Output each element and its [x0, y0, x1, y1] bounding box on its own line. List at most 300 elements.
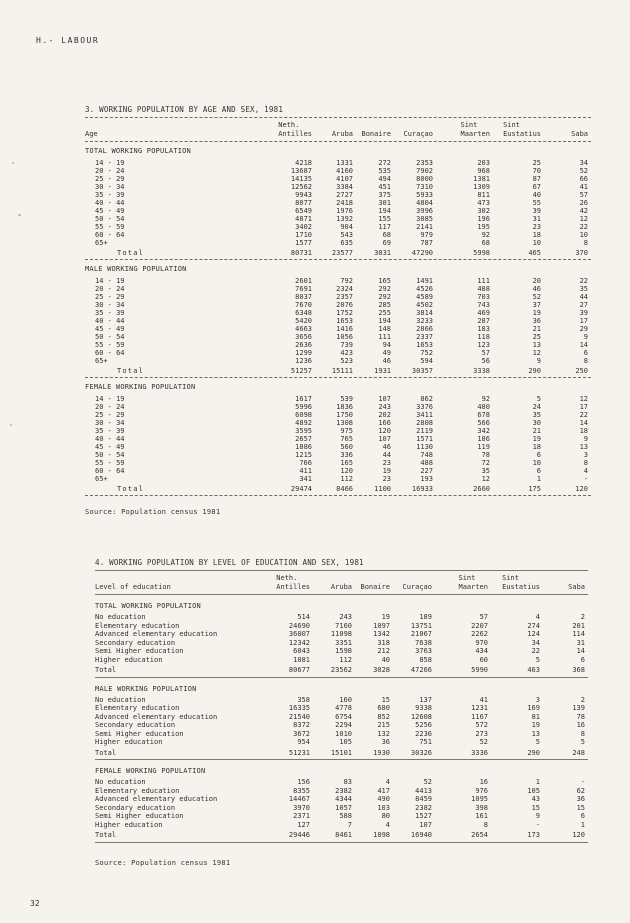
cell-value: 572: [475, 721, 488, 729]
cell-value: 4892: [295, 419, 312, 427]
cell-value: 535: [378, 167, 391, 175]
total-row: [95, 749, 588, 758]
cell-value: 195: [477, 223, 490, 231]
table-row: [95, 821, 588, 830]
table-row: [85, 435, 591, 443]
row-label: 45 - 49: [95, 207, 125, 215]
row-label: Advanced elementary education: [95, 712, 218, 721]
cell-value: 336: [340, 451, 353, 459]
cell-value: 69: [382, 239, 391, 247]
cell-value: 165: [340, 459, 353, 467]
header-text: [460, 121, 490, 139]
table-row: [85, 159, 591, 167]
column-header: [390, 573, 432, 592]
cell-value: 2294: [335, 721, 352, 729]
cell-value: 22: [579, 411, 588, 419]
cell-value: 36: [381, 738, 390, 746]
cell-value: 3814: [416, 309, 433, 317]
cell-value: 23: [532, 223, 541, 231]
cell-value: 8: [580, 729, 585, 738]
cell-value: 194: [378, 317, 391, 325]
cell-value: 8: [583, 459, 588, 467]
cell-value: 66: [579, 175, 588, 183]
cell-value: 52: [479, 738, 488, 746]
cell-value: 680: [377, 704, 390, 712]
row-label: 35 - 39: [95, 427, 125, 435]
cell-value: 203: [477, 159, 490, 167]
table-row: [85, 277, 591, 285]
cell-value: 1097: [373, 621, 390, 630]
total-value: 368: [572, 666, 585, 674]
cell-value: 14467: [288, 795, 310, 803]
cell-value: 748: [420, 451, 433, 459]
cell-value: 13: [579, 443, 588, 451]
cell-value: 18: [532, 231, 541, 239]
total-value: 175: [528, 485, 541, 493]
cell-value: 5: [536, 395, 541, 403]
header-line: [403, 121, 433, 130]
cell-value: 469: [477, 309, 490, 317]
cell-value: 8: [583, 239, 588, 247]
cell-value: 78: [481, 451, 490, 459]
cell-value: 52: [532, 293, 541, 301]
row-label: 20 - 24: [95, 167, 125, 175]
cell-value: 13: [532, 341, 541, 349]
cell-value: 9: [536, 357, 541, 365]
cell-value: 1309: [473, 183, 490, 191]
divider-rule: [95, 677, 588, 678]
header-line: Sint: [503, 121, 520, 129]
cell-value: 858: [419, 655, 432, 664]
cell-value: 975: [340, 427, 353, 435]
cell-value: 3672: [293, 729, 310, 738]
header-line: [571, 121, 588, 130]
row-label: 45 - 49: [95, 325, 125, 333]
header-text: [458, 574, 488, 592]
cell-value: 4: [583, 467, 588, 475]
table-section: [95, 685, 588, 761]
header-text: [278, 121, 312, 139]
cell-value: 1392: [336, 215, 353, 223]
table-row: [85, 411, 591, 419]
cell-value: 6: [583, 349, 588, 357]
cell-value: -: [535, 820, 540, 829]
header-line: Curaçao: [402, 583, 432, 591]
header-line: Eustatius: [503, 130, 541, 138]
cell-value: 3970: [293, 803, 310, 812]
divider-rule: [95, 842, 588, 843]
cell-value: 979: [420, 231, 433, 239]
total-value: 2660: [473, 485, 490, 493]
cell-value: 4589: [416, 293, 433, 301]
total-value: 29474: [290, 485, 312, 493]
header-line: Antilles: [278, 130, 312, 138]
row-label: Higher education: [95, 655, 163, 664]
cell-value: 341: [299, 475, 312, 483]
table-title: 3. WORKING POPULATION BY AGE AND SEX, 1981: [85, 105, 284, 114]
cell-value: 44: [579, 293, 588, 301]
table-row: [85, 451, 591, 459]
row-label-column-header: [85, 120, 225, 139]
cell-value: 15: [576, 803, 585, 812]
cell-value: 4: [385, 778, 390, 786]
total-value: 3338: [473, 367, 490, 375]
table-row: [85, 199, 591, 207]
cell-value: 13751: [410, 621, 432, 630]
cell-value: 1381: [473, 175, 490, 183]
cell-value: 2: [580, 695, 585, 704]
table-row: [85, 183, 591, 191]
cell-value: 52: [423, 778, 432, 786]
section-heading: FEMALE WORKING POPULATION: [85, 383, 196, 391]
table-row: [85, 357, 591, 365]
cell-value: 1750: [336, 411, 353, 419]
cell-value: 1342: [373, 630, 390, 638]
table-column-headers: [95, 573, 588, 592]
table-section: [85, 265, 591, 378]
divider-rule: [85, 141, 591, 142]
table-row: [95, 713, 588, 722]
cell-value: 87: [532, 175, 541, 183]
cell-value: 490: [377, 795, 390, 803]
row-label: 30 - 34: [95, 301, 125, 309]
row-label: 25 - 29: [95, 175, 125, 183]
cell-value: 215: [377, 721, 390, 729]
total-row: [95, 666, 588, 675]
cell-value: 1710: [295, 231, 312, 239]
cell-value: 20: [532, 277, 541, 285]
cell-value: 302: [477, 207, 490, 215]
cell-value: 46: [382, 357, 391, 365]
cell-value: 57: [479, 613, 488, 621]
table-row: [95, 647, 588, 656]
cell-value: 19: [531, 721, 540, 729]
cell-value: 787: [420, 239, 433, 247]
cell-value: 7691: [295, 285, 312, 293]
cell-value: 12: [532, 349, 541, 357]
cell-value: 161: [475, 812, 488, 820]
cell-value: 4107: [336, 175, 353, 183]
row-label: Advanced elementary education: [95, 795, 218, 803]
column-header: [432, 573, 488, 592]
cell-value: 31: [576, 638, 585, 647]
section-heading: TOTAL WORKING POPULATION: [85, 147, 191, 155]
cell-value: 1056: [336, 333, 353, 341]
table-row: [95, 656, 588, 665]
table-row: [85, 285, 591, 293]
row-label: 40 - 44: [95, 435, 125, 443]
cell-value: 3411: [416, 411, 433, 419]
table-row: [85, 231, 591, 239]
cell-value: 8: [483, 820, 488, 829]
table-row: [85, 459, 591, 467]
cell-value: 31: [532, 215, 541, 223]
row-label: 35 - 39: [95, 191, 125, 199]
scan-speck: [18, 214, 21, 216]
row-label: 50 - 54: [95, 215, 125, 223]
total-value: 1931: [374, 367, 391, 375]
cell-value: 5: [535, 655, 540, 664]
table-row: [85, 403, 591, 411]
cell-value: 12342: [288, 638, 310, 647]
row-label: Elementary education: [95, 621, 180, 630]
total-value: 16940: [410, 831, 432, 839]
cell-value: 8037: [295, 293, 312, 301]
cell-value: 1836: [336, 403, 353, 411]
cell-value: 423: [340, 349, 353, 357]
total-value: 290: [527, 748, 540, 757]
cell-value: 94: [382, 341, 391, 349]
cell-value: 1167: [471, 712, 488, 721]
cell-value: 6098: [295, 411, 312, 419]
row-label: Higher education: [95, 820, 163, 829]
cell-value: 417: [377, 786, 390, 795]
header-line: [332, 121, 353, 130]
header-text: [503, 121, 541, 139]
table-row: [85, 167, 591, 175]
cell-value: 4: [535, 613, 540, 621]
row-label: Elementary education: [95, 704, 180, 712]
total-value: 15111: [331, 367, 353, 375]
cell-value: 523: [340, 357, 353, 365]
total-value: 463: [527, 666, 540, 674]
cell-value: 186: [477, 435, 490, 443]
cell-value: 67: [532, 183, 541, 191]
total-row: [85, 367, 591, 375]
cell-value: 2076: [336, 301, 353, 309]
row-label: No education: [95, 613, 146, 621]
cell-value: 4804: [416, 199, 433, 207]
cell-value: 678: [477, 411, 490, 419]
header-line: Maarten: [460, 130, 490, 138]
cell-value: 560: [340, 443, 353, 451]
total-value: 80731: [290, 249, 312, 257]
cell-value: 17: [579, 403, 588, 411]
section-heading: TOTAL WORKING POPULATION: [95, 602, 201, 610]
cell-value: 92: [481, 231, 490, 239]
table-section: [95, 602, 588, 678]
cell-value: 1057: [335, 803, 352, 812]
cell-value: 3595: [295, 427, 312, 435]
cell-value: 4344: [335, 795, 352, 803]
cell-value: 1010: [335, 729, 352, 738]
table-row: [95, 630, 588, 639]
column-header: [488, 573, 540, 592]
cell-value: 1976: [336, 207, 353, 215]
row-label: 65+: [95, 357, 108, 365]
cell-value: 117: [378, 223, 391, 231]
cell-value: 375: [378, 191, 391, 199]
cell-value: 1: [580, 820, 585, 829]
row-label: 40 - 44: [95, 317, 125, 325]
row-label: 60 - 64: [95, 349, 125, 357]
cell-value: 139: [572, 704, 585, 712]
row-label: 60 - 64: [95, 467, 125, 475]
cell-value: 21: [532, 427, 541, 435]
total-value: 23562: [330, 666, 352, 674]
cell-value: 488: [420, 459, 433, 467]
total-value: 173: [527, 831, 540, 839]
row-label-column-header: [95, 573, 231, 592]
cell-value: 473: [477, 199, 490, 207]
cell-value: 1617: [295, 395, 312, 403]
cell-value: 4778: [335, 704, 352, 712]
table-row: [85, 349, 591, 357]
cell-value: 4: [385, 820, 390, 829]
cell-value: 16335: [288, 704, 310, 712]
table-row: [95, 804, 588, 813]
header-line: Aruba: [330, 583, 352, 591]
cell-value: 120: [378, 427, 391, 435]
cell-value: 9: [583, 333, 588, 341]
row-label: 60 - 64: [95, 231, 125, 239]
cell-value: 72: [481, 459, 490, 467]
cell-value: 5996: [295, 403, 312, 411]
cell-value: 78: [576, 712, 585, 721]
cell-value: 514: [297, 613, 310, 621]
cell-value: 292: [378, 293, 391, 301]
cell-value: 8: [583, 357, 588, 365]
cell-value: 9943: [295, 191, 312, 199]
cell-value: 703: [477, 293, 490, 301]
cell-value: 2727: [336, 191, 353, 199]
header-line: Aruba: [331, 130, 353, 138]
cell-value: 107: [378, 435, 391, 443]
cell-value: 852: [377, 712, 390, 721]
table-row: [85, 309, 591, 317]
header-line: Saba: [568, 583, 585, 591]
cell-value: 1130: [416, 443, 433, 451]
document-header: H.- LABOUR: [36, 36, 100, 45]
cell-value: 2382: [335, 786, 352, 795]
header-text: [361, 121, 391, 139]
cell-value: 22: [579, 277, 588, 285]
divider-rule: [85, 495, 591, 496]
row-label: Secondary education: [95, 721, 176, 729]
total-row: [85, 249, 591, 257]
cell-value: 25: [532, 333, 541, 341]
cell-value: 19: [532, 435, 541, 443]
section-heading: MALE WORKING POPULATION: [95, 684, 197, 693]
total-value: 2654: [471, 831, 488, 839]
cell-value: 243: [339, 613, 352, 621]
row-label: 65+: [95, 475, 108, 483]
cell-value: 8000: [416, 175, 433, 183]
table-section: [85, 383, 591, 496]
cell-value: 35: [481, 467, 490, 475]
cell-value: 169: [527, 704, 540, 712]
total-value: 465: [528, 249, 541, 257]
table-row: [85, 419, 591, 427]
table-row: [95, 812, 588, 821]
cell-value: 862: [420, 395, 433, 403]
row-label: Secondary education: [95, 803, 176, 812]
total-value: 29446: [288, 831, 310, 839]
cell-value: 8077: [295, 199, 312, 207]
column-header: [231, 573, 310, 592]
cell-value: 124: [527, 630, 540, 638]
cell-value: 1527: [415, 812, 432, 820]
row-label: No education: [95, 695, 146, 704]
cell-value: 7: [347, 820, 352, 829]
cell-value: 1: [536, 475, 541, 483]
header-line: Level of education: [95, 583, 171, 591]
total-value: 47290: [411, 249, 433, 257]
header-text: [95, 574, 171, 592]
cell-value: 17: [579, 317, 588, 325]
cell-value: 4663: [295, 325, 312, 333]
row-label: 20 - 24: [95, 403, 125, 411]
cell-value: 968: [477, 167, 490, 175]
cell-value: 904: [340, 223, 353, 231]
row-label: 25 - 29: [95, 411, 125, 419]
total-value: 1930: [373, 748, 390, 757]
cell-value: 30: [532, 419, 541, 427]
cell-value: 6: [580, 812, 585, 820]
cell-value: 1571: [416, 435, 433, 443]
cell-value: 81: [531, 712, 540, 721]
cell-value: 301: [378, 199, 391, 207]
total-value: 1100: [374, 485, 391, 493]
cell-value: 434: [475, 647, 488, 655]
table-row: [85, 207, 591, 215]
column-header: [310, 573, 352, 592]
cell-value: 56: [481, 357, 490, 365]
cell-value: 5256: [415, 721, 432, 729]
total-row: [95, 831, 588, 840]
total-value: 248: [572, 748, 585, 757]
cell-value: 14: [579, 341, 588, 349]
cell-value: 24690: [288, 621, 310, 630]
cell-value: 2236: [415, 729, 432, 738]
cell-value: 62: [576, 786, 585, 795]
total-label: Total: [117, 485, 145, 493]
cell-value: 285: [378, 301, 391, 309]
row-label: Elementary education: [95, 786, 180, 795]
cell-value: 1491: [416, 277, 433, 285]
cell-value: 3: [535, 695, 540, 704]
cell-value: 272: [378, 159, 391, 167]
cell-value: 36: [532, 317, 541, 325]
cell-value: 1236: [295, 357, 312, 365]
cell-value: 566: [477, 419, 490, 427]
cell-value: 55: [532, 199, 541, 207]
header-text: [402, 574, 432, 592]
cell-value: 3402: [295, 223, 312, 231]
cell-value: 103: [377, 803, 390, 812]
cell-value: 80: [381, 812, 390, 820]
cell-value: 766: [299, 459, 312, 467]
cell-value: 976: [475, 786, 488, 795]
header-line: [361, 121, 391, 130]
header-text: [85, 121, 98, 139]
header-line: [331, 574, 352, 583]
cell-value: 4502: [416, 301, 433, 309]
row-label: 35 - 39: [95, 309, 125, 317]
cell-value: 165: [378, 277, 391, 285]
row-label: Advanced elementary education: [95, 630, 218, 638]
header-line: [95, 574, 171, 583]
cell-value: 14135: [290, 175, 312, 183]
cell-value: 954: [297, 738, 310, 746]
cell-value: 2808: [416, 419, 433, 427]
cell-value: 118: [477, 333, 490, 341]
cell-value: 123: [477, 341, 490, 349]
cell-value: 8372: [293, 721, 310, 729]
cell-value: 7160: [335, 621, 352, 630]
table-section: [85, 147, 591, 260]
cell-value: 27: [579, 301, 588, 309]
